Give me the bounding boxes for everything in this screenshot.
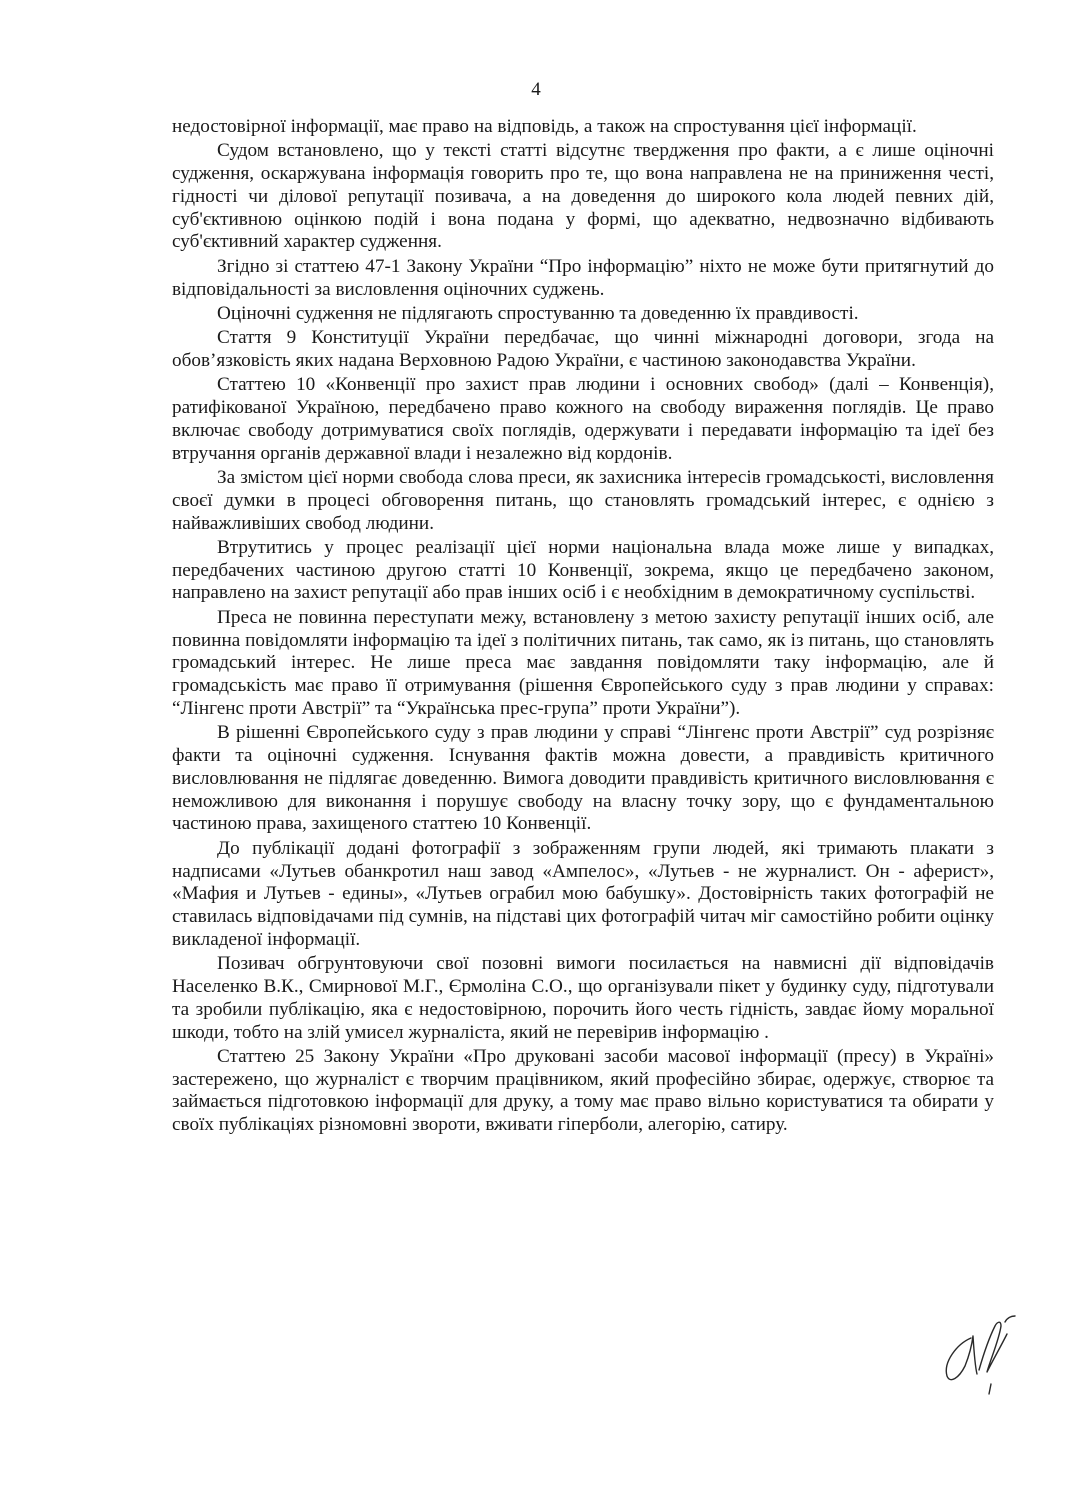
paragraph-6: Статтею 10 «Конвенції про захист прав людини і основних свобод» (далі – Конвенція), ратифікованої Україною, передбачено право кожного на свободу вираження поглядів. Це право включає свободу дотримуватися своїх поглядів, одержувати і передавати інформацію та ідеї без втручання органів державної влади і незалежно від кордонів. bbox=[172, 374, 994, 464]
paragraph-10: В рішенні Європейського суду з прав людини у справі “Лінгенс проти Австрії” суд розрізняє факти та оціночні судження. Існування фактів можна довести, а правдивість критичного висловлювання не підлягає доведенню. Вимога доводити правдивість критичного висловлювання є неможливою для виконання і порушує свободу на власну точку зору, що є фундаментальною частиною права, захищеного статтею 10 Конвенції. bbox=[172, 722, 994, 835]
paragraph-7: За змістом цієї норми свобода слова преси, як захисника інтересів громадськості, висловлення своєї думки в процесі обговорення питань, що становлять громадський інтерес, є однією з найважливіших свобод людини. bbox=[172, 466, 994, 534]
paragraph-12: Позивач обгрунтовуючи свої позовні вимоги посилається на навмисні дії відповідачів Населенко В.К., Смирнової М.Г., Єрмоліна С.О., що організували пікет у будинку суду, підготували та зробили публікацію, яка є недостовірною, порочить його честь гідність, завдає йому моральної шкоди, тобто на злій умисел журналіста, який не перевірив інформацію . bbox=[172, 953, 994, 1043]
paragraph-2: Судом встановлено, що у тексті статті відсутнє твердження про факти, а є лише оціночні судження, оскаржувана інформація говорить про те, що вона направлена не на приниження честі, гідності чи ділової репутації позивача, а на доведення до широкого кола людей певних дій, суб'єктивною оцінкою подій і вона подана у формі, що адекватно, недвозначно відбивають суб'єктивний характер судження. bbox=[172, 140, 994, 253]
document-body bbox=[172, 116, 994, 1139]
handwritten-signature-icon bbox=[935, 1300, 1020, 1405]
page-number: 4 bbox=[531, 79, 541, 100]
paragraph-8: Втрутитись у процес реалізації цієї норми національна влада може лише у випадках, передбачених частиною другою статті 10 Конвенції, зокрема, якщо це передбачено законом, направлено на захист репутації або прав інших осіб і є необхідним в демократичному суспільстві. bbox=[172, 536, 994, 604]
paragraph-3: Згідно зі статтею 47-1 Закону України “Про інформацію” ніхто не може бути притягнутий до відповідальності за висловлення оціночних суджень. bbox=[172, 255, 994, 300]
paragraph-5: Стаття 9 Конституції України передбачає, що чинні міжнародні договори, згода на обов’язковість яких надана Верховною Радою України, є частиною законодавства України. bbox=[172, 327, 994, 371]
paragraph-4: Оціночні судження не підлягають спростуванню та доведенню їх правдивості. bbox=[217, 302, 859, 324]
paragraph-9: Преса не повинна переступати межу, встановлену з метою захисту репутації інших осіб, але повинна повідомляти інформацію та ідеї з політичних питань, так само, як із питань, що становлять громадський інтерес. Не лише преса має завдання повідомляти таку інформацію, але й громадськість має право її отримування (рішення Європейського суду з прав людини у справах: “Лінгенс проти Австрії” та “Українська прес-група” проти України”). bbox=[172, 606, 994, 719]
paragraph-11: До публікації додані фотографії з зображенням групи людей, які тримають плакати з надписами «Лутьев обанкротил наш завод «Ампелос», «Лутьев - не журналист. Он - аферист», «Мафия и Лутьев - едины», «Лутьев ограбил мою бабушку». Достовірність таких фотографій не ставилась відповідачами під сумнів, на підставі цих фотографій читач міг самостійно робити оцінку викладеної інформації. bbox=[172, 837, 994, 950]
paragraph-13: Статтею 25 Закону України «Про друковані засоби масової інформації (пресу) в Україні» застережено, що журналіст є творчим працівником, який професійно збирає, одержує, створює та займається підготовкою інформації для друку, а тому має право вільно користуватися та обирати у своїх публікаціях різномовні звороти, вживати гіперболи, алегорію, сатиру. bbox=[172, 1045, 994, 1136]
paragraph-1: недостовірної інформації, має право на відповідь, а також на спростування цієї інформації. bbox=[172, 116, 917, 137]
